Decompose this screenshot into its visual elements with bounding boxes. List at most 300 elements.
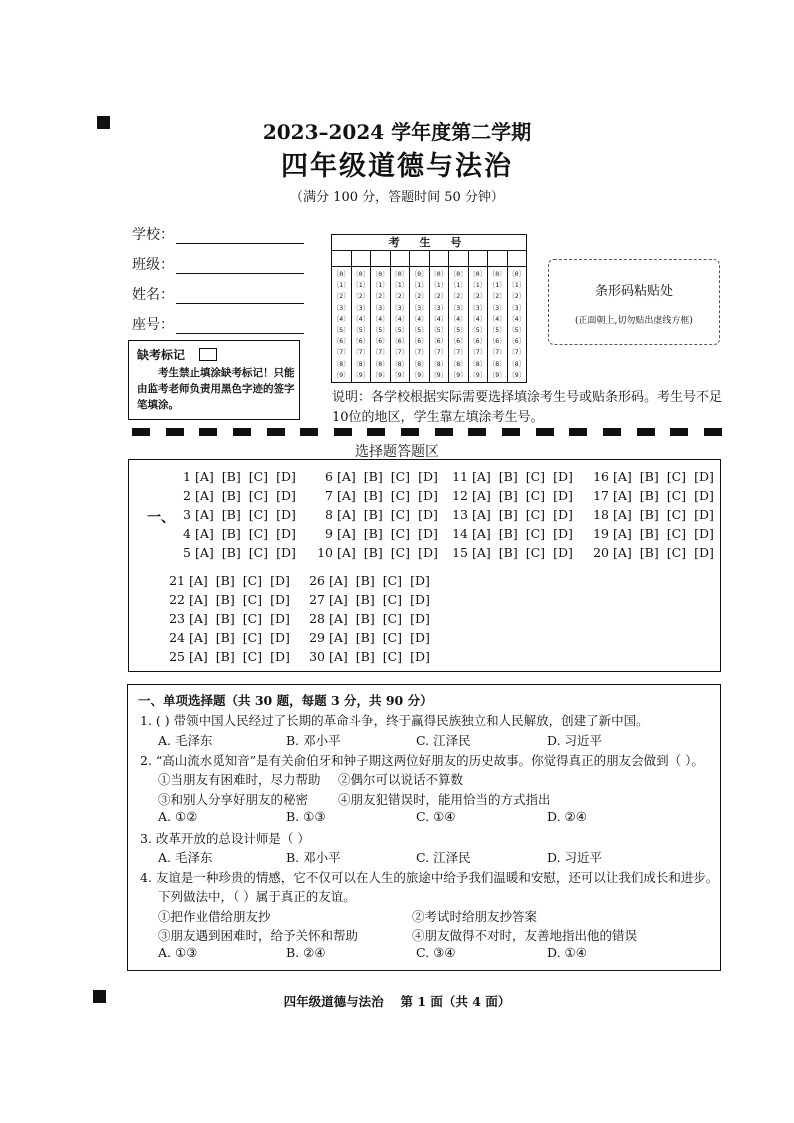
answer-bubble-c[interactable]: [C]: [248, 545, 269, 560]
answer-bubble-a[interactable]: [A]: [329, 611, 348, 626]
answer-row: [450, 469, 581, 484]
q2-option-a: A. ①②: [158, 809, 198, 824]
answer-bubble-b[interactable]: [B]: [215, 611, 235, 626]
answer-bubble-a[interactable]: [A]: [613, 488, 632, 503]
id-digit-bubble[interactable]: 〔1〕: [391, 281, 409, 290]
answer-bubble-d[interactable]: [D]: [694, 488, 714, 503]
id-digit-bubble[interactable]: 〔3〕: [391, 303, 409, 312]
id-digit-bubble[interactable]: 〔2〕: [391, 292, 409, 301]
question-number: 1: [183, 469, 191, 484]
seat-line[interactable]: [176, 317, 304, 334]
answer-bubble-b[interactable]: [B]: [355, 573, 375, 588]
id-digit-bubble[interactable]: 〔1〕: [371, 281, 389, 290]
exam-subtitle: （满分 100 分，答题时间 50 分钟）: [290, 190, 504, 205]
answer-bubble-c[interactable]: [C]: [525, 469, 546, 484]
id-digit-bubble[interactable]: 〔3〕: [469, 303, 487, 312]
id-digit-bubble[interactable]: 〔4〕: [332, 314, 350, 323]
id-digit-bubble[interactable]: 〔1〕: [430, 281, 448, 290]
answer-bubble-a[interactable]: [A]: [195, 507, 214, 522]
id-digit-bubble[interactable]: 〔7〕: [391, 348, 409, 357]
answer-row: [173, 545, 304, 560]
answer-row: [167, 649, 298, 664]
answer-bubble-b[interactable]: [B]: [363, 507, 383, 522]
question-number: 30: [309, 649, 325, 664]
id-digit-bubble[interactable]: 〔8〕: [469, 359, 487, 368]
answer-bubble-c[interactable]: [C]: [666, 545, 687, 560]
id-digit-bubble[interactable]: 〔7〕: [449, 348, 467, 357]
class-line[interactable]: [176, 257, 304, 274]
id-box[interactable]: [449, 251, 469, 266]
answer-bubble-c[interactable]: [C]: [382, 611, 403, 626]
answer-bubble-a[interactable]: [A]: [472, 469, 491, 484]
id-digit-bubble[interactable]: 〔5〕: [332, 326, 350, 335]
id-digit-bubble[interactable]: 〔4〕: [410, 314, 428, 323]
answer-bubble-c[interactable]: [C]: [382, 573, 403, 588]
id-digit-bubble[interactable]: 〔1〕: [332, 281, 350, 290]
dash-segment: [300, 428, 318, 436]
id-digit-bubble[interactable]: 〔2〕: [488, 292, 506, 301]
id-digit-bubble[interactable]: 〔3〕: [449, 303, 467, 312]
id-digit-bubble[interactable]: 〔8〕: [391, 359, 409, 368]
id-box[interactable]: [508, 251, 527, 266]
id-digit-column: [352, 267, 372, 382]
id-digit-bubble[interactable]: 〔8〕: [332, 359, 350, 368]
answer-bubble-a[interactable]: [A]: [337, 469, 356, 484]
answer-bubble-b[interactable]: [B]: [639, 545, 659, 560]
answer-bubble-c[interactable]: [C]: [666, 507, 687, 522]
dash-segment: [536, 428, 554, 436]
id-digit-bubble[interactable]: 〔9〕: [508, 370, 526, 379]
question-number: 10: [317, 545, 333, 560]
id-digit-bubble[interactable]: 〔0〕: [410, 270, 428, 278]
dash-segment: [435, 428, 453, 436]
answer-bubble-a[interactable]: [A]: [189, 649, 208, 664]
answer-bubble-b[interactable]: [B]: [639, 488, 659, 503]
answer-bubble-d[interactable]: [D]: [270, 649, 290, 664]
question-number: 18: [593, 507, 609, 522]
id-digit-bubble[interactable]: 〔6〕: [332, 337, 350, 346]
id-digit-column: [488, 267, 508, 382]
answer-bubble-b[interactable]: [B]: [639, 469, 659, 484]
id-digit-bubble[interactable]: 〔1〕: [488, 281, 506, 290]
answer-row: [450, 545, 581, 560]
dashed-separator: [132, 428, 722, 436]
id-digit-bubble[interactable]: 〔9〕: [449, 370, 467, 379]
answer-bubble-d[interactable]: [D]: [694, 526, 714, 541]
answer-bubble-b[interactable]: [B]: [355, 630, 375, 645]
answer-row: [450, 526, 581, 541]
answer-bubble-b[interactable]: [B]: [355, 649, 375, 664]
id-digit-bubble[interactable]: 〔3〕: [508, 303, 526, 312]
q4-option-d: D. ①④: [547, 945, 587, 960]
id-digit-bubble[interactable]: 〔7〕: [488, 348, 506, 357]
answer-bubble-d[interactable]: [D]: [553, 526, 573, 541]
answer-bubble-b[interactable]: [B]: [221, 469, 241, 484]
answer-bubble-d[interactable]: [D]: [276, 545, 296, 560]
answer-bubble-c[interactable]: [C]: [666, 469, 687, 484]
id-box[interactable]: [391, 251, 411, 266]
answer-row: [450, 507, 581, 522]
answer-bubble-d[interactable]: [D]: [410, 649, 430, 664]
answer-bubble-d[interactable]: [D]: [694, 469, 714, 484]
id-digit-bubble[interactable]: 〔6〕: [469, 337, 487, 346]
answer-row: [315, 469, 446, 484]
answer-bubble-d[interactable]: [D]: [410, 573, 430, 588]
answer-row: [167, 630, 298, 645]
answer-row: [315, 545, 446, 560]
answer-zone: [128, 459, 721, 672]
barcode-area: [548, 259, 720, 345]
school-field[interactable]: [132, 224, 304, 244]
answer-bubble-c[interactable]: [C]: [382, 649, 403, 664]
answer-bubble-c[interactable]: [C]: [248, 526, 269, 541]
id-box[interactable]: [352, 251, 372, 266]
answer-zone-title: 选择题答题区: [355, 444, 439, 460]
id-digit-bubble[interactable]: 〔9〕: [352, 370, 370, 379]
answer-bubble-b[interactable]: [B]: [498, 488, 518, 503]
id-digit-bubble[interactable]: 〔0〕: [391, 270, 409, 278]
name-field[interactable]: [132, 284, 304, 304]
id-digit-bubble[interactable]: 〔4〕: [469, 314, 487, 323]
answer-bubble-d[interactable]: [D]: [270, 611, 290, 626]
answer-bubble-a[interactable]: [A]: [329, 649, 348, 664]
answer-bubble-d[interactable]: [D]: [410, 630, 430, 645]
id-digit-column: [449, 267, 469, 382]
q2-item-1: ①当朋友有困难时，尽力帮助: [158, 772, 321, 787]
answer-bubble-b[interactable]: [B]: [355, 592, 375, 607]
answer-bubble-d[interactable]: [D]: [276, 469, 296, 484]
answer-bubble-b[interactable]: [B]: [215, 592, 235, 607]
id-digit-bubble[interactable]: 〔1〕: [508, 281, 526, 290]
answer-bubble-d[interactable]: [D]: [410, 611, 430, 626]
question-number: 11: [452, 469, 468, 484]
answer-bubble-b[interactable]: [B]: [215, 630, 235, 645]
question-number: 27: [309, 592, 325, 607]
id-digit-bubble[interactable]: 〔0〕: [469, 270, 487, 278]
answer-bubble-a[interactable]: [A]: [472, 545, 491, 560]
answer-bubble-a[interactable]: [A]: [613, 469, 632, 484]
answer-bubble-a[interactable]: [A]: [613, 507, 632, 522]
id-digit-bubble[interactable]: 〔3〕: [352, 303, 370, 312]
answer-bubble-a[interactable]: [A]: [613, 526, 632, 541]
absent-mark-box: [128, 340, 300, 420]
id-box[interactable]: [430, 251, 450, 266]
id-box[interactable]: [488, 251, 508, 266]
answer-bubble-d[interactable]: [D]: [418, 526, 438, 541]
answer-bubble-a[interactable]: [A]: [337, 507, 356, 522]
id-digit-bubble[interactable]: 〔6〕: [449, 337, 467, 346]
id-digit-bubble[interactable]: 〔3〕: [430, 303, 448, 312]
answer-bubble-c[interactable]: [C]: [525, 526, 546, 541]
dash-segment: [401, 428, 419, 436]
answer-bubble-a[interactable]: [A]: [195, 526, 214, 541]
answer-bubble-b[interactable]: [B]: [221, 526, 241, 541]
answer-bubble-a[interactable]: [A]: [329, 573, 348, 588]
id-digit-bubble[interactable]: 〔0〕: [371, 270, 389, 278]
id-digit-bubble[interactable]: 〔5〕: [488, 326, 506, 335]
answer-bubble-a[interactable]: [A]: [189, 630, 208, 645]
answer-bubble-c[interactable]: [C]: [242, 630, 263, 645]
answer-bubble-a[interactable]: [A]: [337, 545, 356, 560]
id-digit-bubble[interactable]: 〔2〕: [352, 292, 370, 301]
name-line[interactable]: [176, 287, 304, 304]
answer-bubble-c[interactable]: [C]: [382, 630, 403, 645]
answer-bubble-a[interactable]: [A]: [613, 545, 632, 560]
id-digit-bubble[interactable]: 〔7〕: [352, 348, 370, 357]
answer-bubble-a[interactable]: [A]: [189, 573, 208, 588]
name-label: 姓名：: [132, 287, 174, 303]
answer-bubble-a[interactable]: [A]: [195, 469, 214, 484]
seat-field[interactable]: [132, 314, 304, 334]
answer-bubble-b[interactable]: [B]: [639, 507, 659, 522]
id-digit-bubble[interactable]: 〔6〕: [430, 337, 448, 346]
id-digit-bubble[interactable]: 〔1〕: [410, 281, 428, 290]
id-digit-bubble[interactable]: 〔7〕: [332, 348, 350, 357]
answer-bubble-c[interactable]: [C]: [390, 507, 411, 522]
id-digit-bubble[interactable]: 〔1〕: [352, 281, 370, 290]
id-digit-bubble[interactable]: 〔5〕: [469, 326, 487, 335]
answer-bubble-d[interactable]: [D]: [553, 469, 573, 484]
answer-bubble-c[interactable]: [C]: [525, 488, 546, 503]
answer-bubble-b[interactable]: [B]: [215, 649, 235, 664]
answer-bubble-c[interactable]: [C]: [248, 507, 269, 522]
answer-bubble-d[interactable]: [D]: [553, 545, 573, 560]
answer-bubble-d[interactable]: [D]: [276, 507, 296, 522]
id-digit-bubble[interactable]: 〔5〕: [449, 326, 467, 335]
id-digit-bubble[interactable]: 〔4〕: [449, 314, 467, 323]
exam-title: 四年级道德与法治: [281, 151, 513, 182]
answer-row: [591, 507, 722, 522]
answer-bubble-a[interactable]: [A]: [189, 592, 208, 607]
id-digit-bubble[interactable]: 〔8〕: [352, 359, 370, 368]
id-digit-bubble[interactable]: 〔9〕: [430, 370, 448, 379]
id-digit-bubble[interactable]: 〔8〕: [449, 359, 467, 368]
answer-bubble-d[interactable]: [D]: [553, 507, 573, 522]
id-digit-bubble[interactable]: 〔2〕: [371, 292, 389, 301]
answer-bubble-a[interactable]: [A]: [472, 507, 491, 522]
id-box[interactable]: [332, 251, 352, 266]
id-digit-bubble[interactable]: 〔6〕: [391, 337, 409, 346]
answer-bubble-c[interactable]: [C]: [525, 545, 546, 560]
id-digit-bubble[interactable]: 〔9〕: [410, 370, 428, 379]
id-digit-bubble[interactable]: 〔9〕: [332, 370, 350, 379]
answer-row: [173, 526, 304, 541]
q4-stem-2: 下列做法中，（ ）属于真正的友谊。: [158, 889, 356, 904]
answer-bubble-d[interactable]: [D]: [276, 488, 296, 503]
id-digit-bubble[interactable]: 〔2〕: [508, 292, 526, 301]
id-digit-bubble[interactable]: 〔3〕: [488, 303, 506, 312]
id-digit-bubble[interactable]: 〔0〕: [332, 270, 350, 278]
answer-bubble-a[interactable]: [A]: [337, 488, 356, 503]
answer-bubble-c[interactable]: [C]: [248, 488, 269, 503]
answer-bubble-c[interactable]: [C]: [666, 488, 687, 503]
answer-bubble-b[interactable]: [B]: [215, 573, 235, 588]
id-digit-bubble[interactable]: 〔2〕: [469, 292, 487, 301]
answer-bubble-b[interactable]: [B]: [498, 545, 518, 560]
id-digit-bubble[interactable]: 〔0〕: [488, 270, 506, 278]
answer-bubble-c[interactable]: [C]: [390, 488, 411, 503]
answer-bubble-c[interactable]: [C]: [242, 573, 263, 588]
answer-row: [307, 573, 438, 588]
answer-bubble-d[interactable]: [D]: [694, 507, 714, 522]
answer-bubble-c[interactable]: [C]: [242, 592, 263, 607]
answer-bubble-d[interactable]: [D]: [270, 592, 290, 607]
id-digit-bubble[interactable]: 〔9〕: [391, 370, 409, 379]
id-digit-bubble[interactable]: 〔6〕: [508, 337, 526, 346]
answer-bubble-d[interactable]: [D]: [270, 573, 290, 588]
answer-bubble-c[interactable]: [C]: [382, 592, 403, 607]
answer-bubble-c[interactable]: [C]: [390, 526, 411, 541]
answer-bubble-c[interactable]: [C]: [390, 545, 411, 560]
answer-bubble-b[interactable]: [B]: [221, 488, 241, 503]
answer-bubble-b[interactable]: [B]: [363, 545, 383, 560]
answer-bubble-d[interactable]: [D]: [418, 545, 438, 560]
answer-bubble-a[interactable]: [A]: [472, 488, 491, 503]
id-digit-bubble[interactable]: 〔7〕: [469, 348, 487, 357]
question-number: 5: [183, 545, 191, 560]
answer-row: [315, 488, 446, 503]
id-digit-bubble[interactable]: 〔4〕: [391, 314, 409, 323]
id-digit-bubble[interactable]: 〔1〕: [449, 281, 467, 290]
q2-item-4: ④朋友犯错误时，能用恰当的方式指出: [338, 792, 551, 807]
id-box[interactable]: [371, 251, 391, 266]
answer-bubble-d[interactable]: [D]: [553, 488, 573, 503]
class-field[interactable]: [132, 254, 304, 274]
id-digit-bubble[interactable]: 〔9〕: [371, 370, 389, 379]
id-digit-bubble[interactable]: 〔7〕: [430, 348, 448, 357]
answer-row: [307, 630, 438, 645]
q1-option-a: A. 毛泽东: [158, 733, 213, 748]
answer-bubble-c[interactable]: [C]: [390, 469, 411, 484]
answer-bubble-c[interactable]: [C]: [242, 611, 263, 626]
id-digit-bubble[interactable]: 〔6〕: [352, 337, 370, 346]
question-number: 29: [309, 630, 325, 645]
id-digit-bubble[interactable]: 〔8〕: [371, 359, 389, 368]
answer-row: [591, 488, 722, 503]
id-digit-bubble[interactable]: 〔9〕: [469, 370, 487, 379]
id-box[interactable]: [469, 251, 489, 266]
answer-bubble-d[interactable]: [D]: [418, 488, 438, 503]
answer-bubble-a[interactable]: [A]: [329, 630, 348, 645]
answer-bubble-d[interactable]: [D]: [418, 469, 438, 484]
answer-bubble-b[interactable]: [B]: [498, 526, 518, 541]
answer-bubble-b[interactable]: [B]: [363, 526, 383, 541]
id-digit-bubble[interactable]: 〔8〕: [508, 359, 526, 368]
id-digit-bubble[interactable]: 〔2〕: [410, 292, 428, 301]
answer-bubble-b[interactable]: [B]: [498, 469, 518, 484]
answer-bubble-d[interactable]: [D]: [270, 630, 290, 645]
id-digit-bubble[interactable]: 〔4〕: [371, 314, 389, 323]
dash-segment: [637, 428, 655, 436]
id-digit-bubble[interactable]: 〔5〕: [371, 326, 389, 335]
answer-bubble-b[interactable]: [B]: [498, 507, 518, 522]
id-digit-bubble[interactable]: 〔4〕: [508, 314, 526, 323]
answer-row: [173, 469, 304, 484]
id-digit-bubble[interactable]: 〔5〕: [508, 326, 526, 335]
id-digit-bubble[interactable]: 〔0〕: [449, 270, 467, 278]
q4-stem: 4. 友谊是一种珍贵的情感，它不仅可以在人生的旅途中给予我们温暖和安慰，还可以让我们成长和进步。: [140, 870, 719, 885]
answer-bubble-a[interactable]: [A]: [189, 611, 208, 626]
question-number: 2: [183, 488, 191, 503]
id-digit-bubble[interactable]: 〔5〕: [410, 326, 428, 335]
id-digit-bubble[interactable]: 〔9〕: [488, 370, 506, 379]
exam-id-heading: 考 生 号: [332, 235, 526, 251]
id-digit-bubble[interactable]: 〔6〕: [488, 337, 506, 346]
id-digit-bubble[interactable]: 〔2〕: [430, 292, 448, 301]
answer-bubble-a[interactable]: [A]: [472, 526, 491, 541]
id-digit-bubble[interactable]: 〔8〕: [430, 359, 448, 368]
answer-bubble-a[interactable]: [A]: [195, 488, 214, 503]
question-number: 24: [169, 630, 185, 645]
id-digit-bubble[interactable]: 〔3〕: [332, 303, 350, 312]
answer-bubble-a[interactable]: [A]: [329, 592, 348, 607]
answer-bubble-d[interactable]: [D]: [276, 526, 296, 541]
question-number: 3: [183, 507, 191, 522]
answer-bubble-c[interactable]: [C]: [248, 469, 269, 484]
question-number: 25: [169, 649, 185, 664]
answer-bubble-b[interactable]: [B]: [221, 545, 241, 560]
q1-option-b: B. 邓小平: [286, 733, 341, 748]
question-number: 15: [452, 545, 468, 560]
id-box[interactable]: [410, 251, 430, 266]
id-digit-bubble[interactable]: 〔0〕: [352, 270, 370, 278]
answer-bubble-b[interactable]: [B]: [639, 526, 659, 541]
id-digit-bubble[interactable]: 〔7〕: [410, 348, 428, 357]
id-digit-bubble[interactable]: 〔7〕: [508, 348, 526, 357]
id-digit-bubble[interactable]: 〔3〕: [410, 303, 428, 312]
q4-item-2: ②考试时给朋友抄答案: [412, 909, 538, 924]
id-digit-bubble[interactable]: 〔5〕: [352, 326, 370, 335]
id-digit-bubble[interactable]: 〔4〕: [430, 314, 448, 323]
id-digit-bubble[interactable]: 〔2〕: [332, 292, 350, 301]
seat-label: 座号：: [132, 317, 174, 333]
answer-bubble-a[interactable]: [A]: [337, 526, 356, 541]
absent-checkbox[interactable]: [199, 348, 217, 361]
id-digit-bubble[interactable]: 〔8〕: [488, 359, 506, 368]
id-digit-bubble[interactable]: 〔7〕: [371, 348, 389, 357]
answer-row: [315, 507, 446, 522]
id-digit-column: [332, 267, 352, 382]
id-digit-bubble[interactable]: 〔0〕: [508, 270, 526, 278]
answer-bubble-d[interactable]: [D]: [418, 507, 438, 522]
id-digit-bubble[interactable]: 〔4〕: [488, 314, 506, 323]
answer-bubble-b[interactable]: [B]: [355, 611, 375, 626]
answer-bubble-b[interactable]: [B]: [363, 488, 383, 503]
dash-segment: [166, 428, 184, 436]
id-digit-bubble[interactable]: 〔6〕: [371, 337, 389, 346]
answer-bubble-d[interactable]: [D]: [410, 592, 430, 607]
answer-row: [307, 592, 438, 607]
answer-bubble-c[interactable]: [C]: [242, 649, 263, 664]
id-digit-bubble[interactable]: 〔2〕: [449, 292, 467, 301]
id-digit-bubble[interactable]: 〔5〕: [391, 326, 409, 335]
answer-bubble-c[interactable]: [C]: [525, 507, 546, 522]
school-line[interactable]: [176, 227, 304, 244]
id-digit-bubble[interactable]: 〔1〕: [469, 281, 487, 290]
answer-bubble-b[interactable]: [B]: [221, 507, 241, 522]
answer-bubble-d[interactable]: [D]: [694, 545, 714, 560]
id-digit-bubble[interactable]: 〔5〕: [430, 326, 448, 335]
answer-bubble-c[interactable]: [C]: [666, 526, 687, 541]
answer-bubble-b[interactable]: [B]: [363, 469, 383, 484]
q2-option-d: D. ②④: [547, 809, 587, 824]
answer-bubble-a[interactable]: [A]: [195, 545, 214, 560]
id-digit-bubble[interactable]: 〔3〕: [371, 303, 389, 312]
id-digit-bubble[interactable]: 〔6〕: [410, 337, 428, 346]
id-digit-bubble[interactable]: 〔0〕: [430, 270, 448, 278]
id-digit-bubble[interactable]: 〔4〕: [352, 314, 370, 323]
id-digit-bubble[interactable]: 〔8〕: [410, 359, 428, 368]
